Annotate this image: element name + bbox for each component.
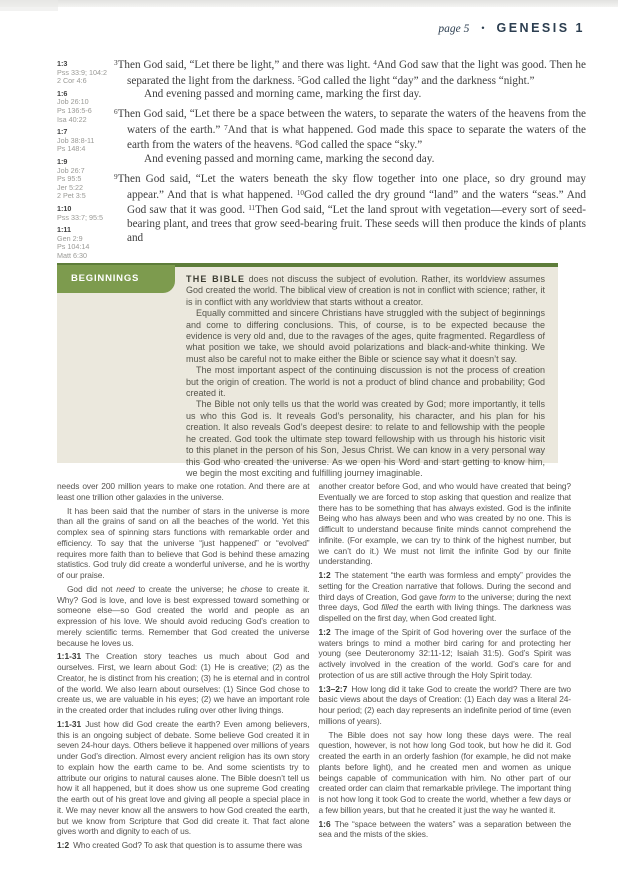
study-note <box>57 840 310 851</box>
scripture-paragraph <box>114 171 586 245</box>
header-bullet-icon: • <box>481 23 485 33</box>
feature-box-paragraph <box>186 274 545 308</box>
text-run: And that is what happened. God made this space to separate the waters of the earth from the waters of the heavens. <box>127 123 586 152</box>
text-run: The Creation story teaches us much about God and ourselves. First, we learn about God: (1) He is creative; (2) as the Creator, he is distinct from his creation; (3) he is eternal and in control of the world. We also learn about ourselves: (1) Since God chose to create us, we are valuable in his eyes; (2) we have an important role in the created order that includes ruling over other living things. <box>57 651 310 715</box>
text-run: form <box>439 591 456 602</box>
cross-reference-group <box>57 158 115 201</box>
scripture-refrain: And evening passed and morning came, marking the second day. <box>144 153 435 166</box>
feature-box <box>57 263 558 478</box>
text-run: And God saw that the light was good. Then he separated the light from the darkness. <box>127 59 586 87</box>
cross-reference: Ps 136:5-6 <box>57 105 92 115</box>
study-note-ref: 1:6 <box>318 818 331 829</box>
text-run: Then God said, “Let the land sprout with vegetation—every sort of seed-bearing plant, and trees that grow seed-bearing fruit. These seeds will then produce the kinds of plants and <box>127 204 586 244</box>
cross-reference-group <box>57 90 115 124</box>
scan-edge <box>0 0 618 7</box>
cross-reference: Isa 40:22 <box>57 114 87 124</box>
study-note <box>57 719 310 837</box>
study-note <box>319 819 572 841</box>
study-note-ref: 1:2 <box>318 570 331 580</box>
feature-box-text <box>186 274 545 479</box>
feature-box-label: BEGINNINGS <box>57 265 175 293</box>
text-run: the earth with living things. The darkness was dispelled on the first day, when God created light. <box>318 602 571 623</box>
text-run: Equally committed and sincere Christians have struggled with the subject of beginnings and come to differing conclusions. This, of course, is to be expected because the evidence is very old and, due to the ravages of the ages, quite fragmented. Regardless of what position we take, we should avoid polarizations and black-and-white thinking. We must also be careful not to make either the Bible or science say what it doesn’t say. <box>186 308 545 364</box>
cross-reference: Ps 148:4 <box>57 144 86 154</box>
cross-reference-verse: 1:3 <box>57 59 68 68</box>
text-run: The Bible not only tells us that the world was created by God; more importantly, it tells us who this God is. It reveals God’s personality, his character, and his plan for his creation. It also reveals God’s deepest desire: to relate to and fellowship with the people he created. God took the ultimate step toward fellowship with us through his historic visit to this planet in the person of his Son, Jesus Christ. We can know in a very personal way this God who created the universe. As we open his Word and start getting to know him, we begin the most exciting and fulfilling journey imaginable. <box>186 399 545 478</box>
cross-reference: Pss 33:9; 104:2 <box>57 67 107 77</box>
text-run: Just how did God create the earth? Even among believers, this is an ongoing subject of debate. Some believe God created it in seven 24-hour days. Others believe it happened over millions of years under God’s direction. Almost every ancient religion has its own story to explain how the earth came to be. And some scientists try to attribute our origins to natural causes alone. The Bible doesn’t tell us how it all happened, but it does show us one supreme God creating the earth out of his great love and giving all people a special place in it. We may never know all the answers to how God created the earth, but we know from Scripture that God did create it. That fact alone gives worth and dignity to each of us. <box>57 718 310 837</box>
study-note <box>57 481 310 503</box>
cross-reference-verse: 1:10 <box>57 203 72 213</box>
cross-reference: Job 26:10 <box>57 97 89 107</box>
cross-reference: 2 Cor 4:6 <box>57 76 87 86</box>
cross-reference-group <box>57 205 115 222</box>
text-run: The Bible does not say how long these days were. The real question, however, is not how long God took, but how he did it. God created the earth in an orderly fashion (for example, he did not make plants before light), and he created men and women as unique beings capable of communication with him. No other part of our created order can claim that remarkable privilege. The important thing is not how long it took God to create the world, whether a few days or a few billion years, but that he created it just the way he wanted it. <box>318 729 571 815</box>
text-run: The most important aspect of the continuing discussion is not the process of creation but the origin of creation. The world is not a product of blind chance and probability; God created it. <box>186 365 545 399</box>
text-run: It has been said that the number of stars in the universe is more than all the grains of sand on all the beaches of the world. Yet this complex sea of spinning stars functions with remarkable order and efficiency. To say that the universe “just happened” or “evolved” requires more faith than to believe that God is behind these amazing statistics. God truly did create a wonderful universe, and he is worthy of our praise. <box>57 505 310 580</box>
study-note-ref: 1:1-31 <box>57 718 82 729</box>
verse-number: 5 <box>297 74 302 83</box>
cross-reference-group <box>57 60 115 86</box>
cross-reference: Gen 2:9 <box>57 233 83 243</box>
study-notes <box>57 481 571 854</box>
cross-reference-group <box>57 128 115 154</box>
study-note-ref: 1:2 <box>318 626 331 637</box>
verse-number: 8 <box>295 139 299 148</box>
verse-number: 11 <box>248 204 256 213</box>
cross-reference: Ps 95:5 <box>57 174 82 184</box>
feature-box-paragraph <box>186 308 545 365</box>
study-note <box>57 584 310 649</box>
cross-reference-verse: 1:6 <box>57 88 68 98</box>
text-run: Then God said, “Let the waters beneath the sky flow together into one place, so dry ground may appear.” And that is what happened. <box>117 173 586 201</box>
study-note <box>319 570 572 624</box>
study-note <box>57 651 310 716</box>
scripture-paragraph <box>114 57 586 88</box>
cross-reference-group <box>57 226 115 260</box>
text-run: The “space between the waters” was a separation between the sea and the mists of the skies. <box>318 818 571 840</box>
cross-reference: Job 26:7 <box>57 165 85 175</box>
text-run: How long did it take God to create the world? There are two basic views about the days of Creation: (1) Each day was a literal 24-hour period; (2) each day represents an indefinite period of time (even millions of years). <box>318 683 571 726</box>
text-run: does not discuss the subject of evolution. Rather, its worldview assumes God created the world. The biblical view of creation is not in conflict with science; rather, it is in conflict with any worldview that starts without a creator. <box>186 274 545 307</box>
page-header <box>438 21 585 35</box>
cross-reference-verse: 1:11 <box>57 225 71 235</box>
text-run: God called the space “sky.” <box>298 139 423 152</box>
book-title: GENESIS 1 <box>496 21 585 35</box>
cross-reference: Matt 6:30 <box>57 250 87 260</box>
cross-reference: Job 38:8-11 <box>57 135 95 145</box>
text-run: The image of the Spirit of God hovering over the surface of the waters brings to mind a mother bird caring for and protecting her young (see Deuteronomy 32:11-12; Isaiah 31:5). God’s Spirit was actively involved in the creation of the world. God’s care for and protection of us are still active through the Holy Spirit today. <box>318 626 571 680</box>
page-number: page 5 <box>438 23 470 35</box>
feature-box-body <box>57 267 558 478</box>
verse-number: 7 <box>224 123 228 132</box>
scan-corner <box>0 0 58 11</box>
study-note-ref: 1:1-31 <box>57 651 82 662</box>
verse-number: 6 <box>114 108 118 117</box>
text-run: THE BIBLE <box>186 274 246 284</box>
study-note <box>319 481 572 567</box>
scripture-refrain: And evening passed and morning came, marking the first day. <box>144 88 422 101</box>
study-notes-right-column <box>319 481 572 854</box>
study-note <box>319 730 572 816</box>
study-note <box>57 506 310 581</box>
cross-reference-verse: 1:7 <box>57 127 68 137</box>
cross-reference: Ps 104:14 <box>57 242 90 252</box>
text-run: another creator before God, and who would have created that being? Eventually we are forced to stop asking that question and realize that there has to be something that has always existed. God is the infinite Being who has always been and who was created by no one. This is difficult to understand because finite minds cannot comprehend the infinite. (For example, we can try to think of the highest number, but we can’t do it.) We must not limit the infinite God by our finite understanding. <box>318 481 571 567</box>
text-run: to create the universe; he <box>134 583 241 594</box>
study-note <box>319 627 572 681</box>
cross-reference: Pss 33:7; 95:5 <box>57 212 103 222</box>
study-note <box>319 684 572 727</box>
verse-number: 10 <box>296 188 304 197</box>
feature-box-paragraph <box>186 399 545 479</box>
text-run: chose <box>240 583 263 594</box>
text-run: God called the dry ground “land” and the waters “seas.” And God saw that it was good. <box>127 188 586 217</box>
feature-box-paragraph <box>186 365 545 399</box>
verse-number: 9 <box>114 173 118 182</box>
text-run: God did not <box>67 583 117 594</box>
cross-reference: Jer 5:22 <box>57 182 83 192</box>
text-run: need <box>116 583 135 594</box>
study-note-ref: 1:3–2:7 <box>318 683 348 694</box>
text-run: Who created God? To ask that question is to assume there was <box>73 840 303 850</box>
study-notes-left-column <box>57 481 310 854</box>
text-run: Then God said, “Let there be light,” and there was light. <box>117 59 374 71</box>
scripture-text <box>114 57 586 245</box>
text-run: Then God said, “Let there be a space between the waters, to separate the waters of the heavens from the waters of the earth.” <box>117 108 586 136</box>
text-run: needs over 200 million years to make one rotation. And there are at least one trillion other galaxies in the universe. <box>57 481 310 502</box>
study-note-ref: 1:2 <box>57 840 70 850</box>
cross-reference-column <box>57 60 115 264</box>
scripture-paragraph <box>114 106 586 153</box>
text-run: to the universe; during the next three days, God <box>318 591 571 613</box>
text-run: filled <box>381 602 398 613</box>
text-run: The statement “the earth was formless and empty” provides the setting for the Creation narrative that follows. During the second and third days of Creation, God gave <box>318 570 571 602</box>
cross-reference-verse: 1:9 <box>57 156 68 166</box>
cross-reference: 2 Pet 3:5 <box>57 191 86 201</box>
verse-number: 4 <box>373 59 377 67</box>
verse-number: 3 <box>114 59 118 67</box>
text-run: God called the light “day” and the darkness “night.” <box>301 74 535 87</box>
text-run: to create it. Why? God is love, and love is best expressed toward something or someone else—so God created the world and people as an expression of his love. We should avoid reducing God’s creation to merely scientific terms. Remember that God created the universe because he loves us. <box>57 583 310 648</box>
